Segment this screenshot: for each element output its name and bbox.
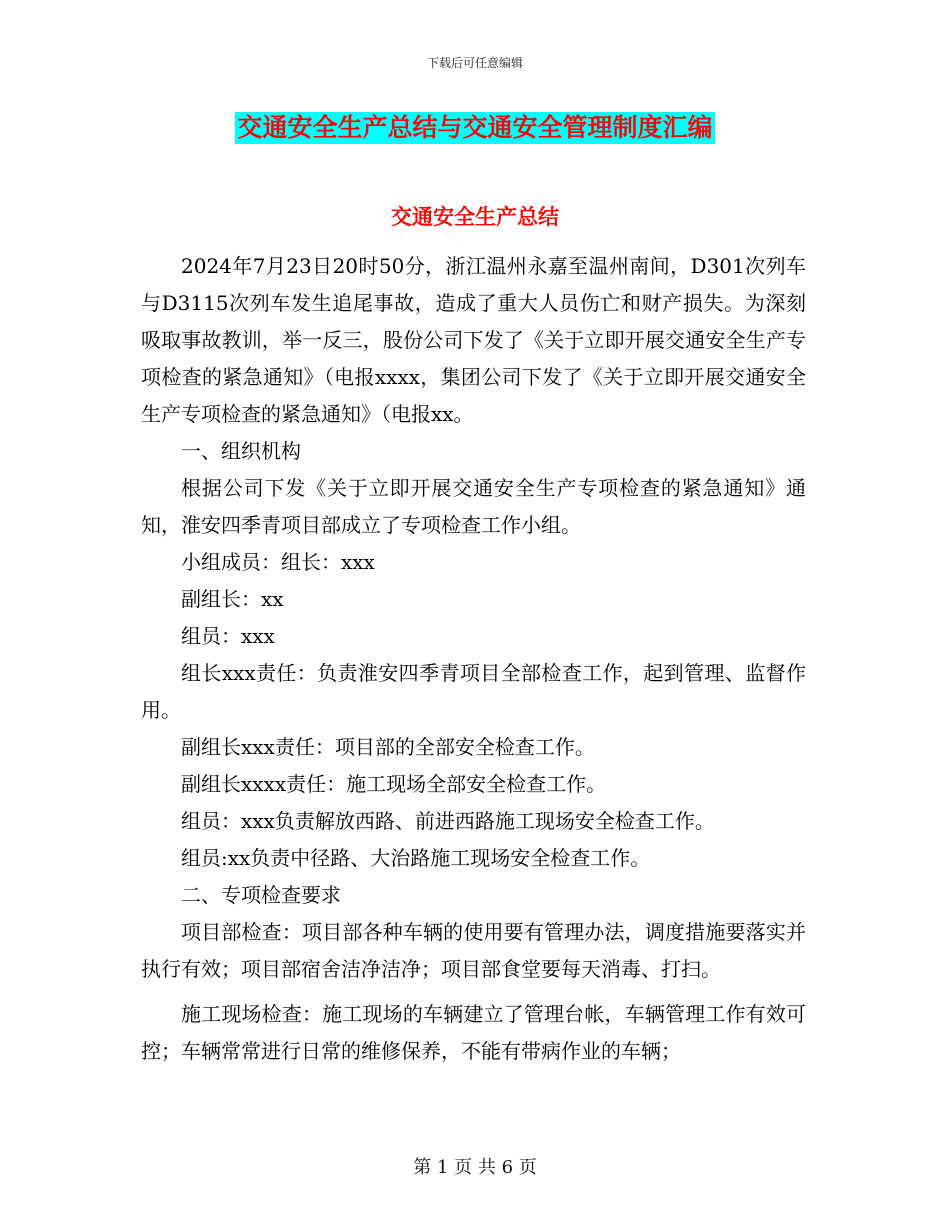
document-title: 交通安全生产总结与交通安全管理制度汇编: [237, 113, 713, 142]
header-note: 下载后可任意编辑: [426, 56, 523, 70]
paragraph-deputy-duty-2: 副组长xxxx责任：施工现场全部安全检查工作。: [181, 772, 607, 796]
paragraph-leader-duty: 组长xxx责任：负责淮安四季青项目全部检查工作，起到管理、监督作用。: [141, 661, 806, 722]
paragraph-member-duty-1: 组员：xxx负责解放西路、前进西路施工现场安全检查工作。: [181, 809, 715, 833]
paragraph-project-inspection: 项目部检查：项目部各种车辆的使用要有管理办法，调度措施要落实并执行有效；项目部宿舍洁净洁净；项目部食堂要每天消毒、打扫。: [141, 920, 806, 981]
paragraph-team-leader: 小组成员：组长：xxx: [181, 550, 375, 574]
paragraph-site-inspection: 施工现场检查：施工现场的车辆建立了管理台帐，车辆管理工作有效可控；车辆常常进行日常的维修保养，不能有带病作业的车辆；: [141, 1002, 806, 1063]
section-title: 交通安全生产总结: [391, 205, 559, 229]
paragraph-deputy-leader: 副组长：xx: [181, 587, 284, 611]
heading-organization: 一、组织机构: [181, 439, 301, 463]
paragraph-incident: 2024年7月23日20时50分，浙江温州永嘉至温州南间，D301次列车与D3115次列车发生追尾事故，造成了重大人员伤亡和财产损失。为深刻吸取事故教训，举一反三，股份公司下发了《关于立即开展交通安全生产专项检查的紧急通知》（电报xxxx，集团公司下发了《关于立即开展交通安全生产专项检查的紧急通知》（电报xx。: [141, 254, 806, 426]
paragraph-team-formed: 根据公司下发《关于立即开展交通安全生产专项检查的紧急通知》通知，淮安四季青项目部成立了专项检查工作小组。: [141, 476, 806, 537]
paragraph-deputy-duty-1: 副组长xxx责任：项目部的全部安全检查工作。: [181, 735, 595, 759]
document-title-wrapper: [0, 112, 950, 144]
heading-inspection-requirements: 二、专项检查要求: [181, 883, 341, 907]
page-footer: 第 1 页 共 6 页: [413, 1157, 537, 1178]
paragraph-member-duty-2: 组员:xx负责中径路、大治路施工现场安全检查工作。: [181, 846, 651, 870]
body-text: [141, 248, 806, 1070]
paragraph-member: 组员：xxx: [181, 624, 275, 648]
